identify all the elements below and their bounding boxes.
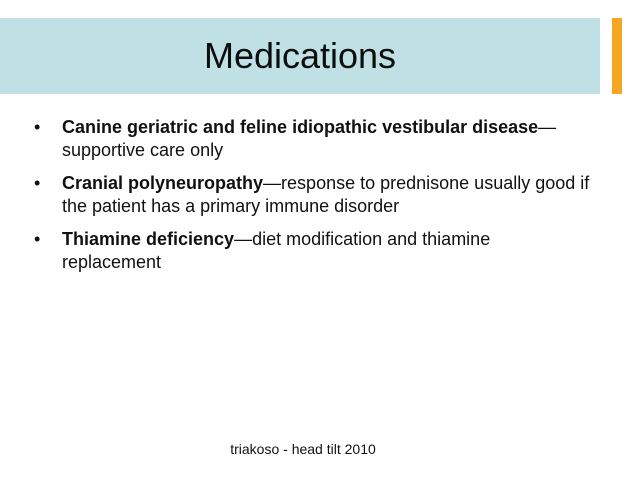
footer-text: triakoso - head tilt 2010 [230,441,376,457]
bullet-bold-text: Cranial polyneuropathy [62,173,264,193]
accent-bar [612,18,622,94]
bullet-bold-text: Canine geriatric and feline idiopathic vestibular disease [62,117,539,137]
bullet-text: —response to prednisone usually good if the patient has a primary immune disorder [62,173,590,216]
bullet-item [34,172,594,218]
bullet-icon: • [34,173,41,193]
bullet-item [34,228,594,274]
bullet-bold-text: Thiamine deficiency [62,229,235,249]
bullet-text: —supportive care only [62,117,557,160]
bullet-list [34,116,594,284]
bullet-icon: • [34,117,41,137]
footer [0,440,638,458]
bullet-icon: • [34,229,41,249]
bullet-text: —diet modification and thiamine replacement [62,229,491,272]
bullet-item [34,116,594,162]
slide-title: Medications [203,35,397,76]
